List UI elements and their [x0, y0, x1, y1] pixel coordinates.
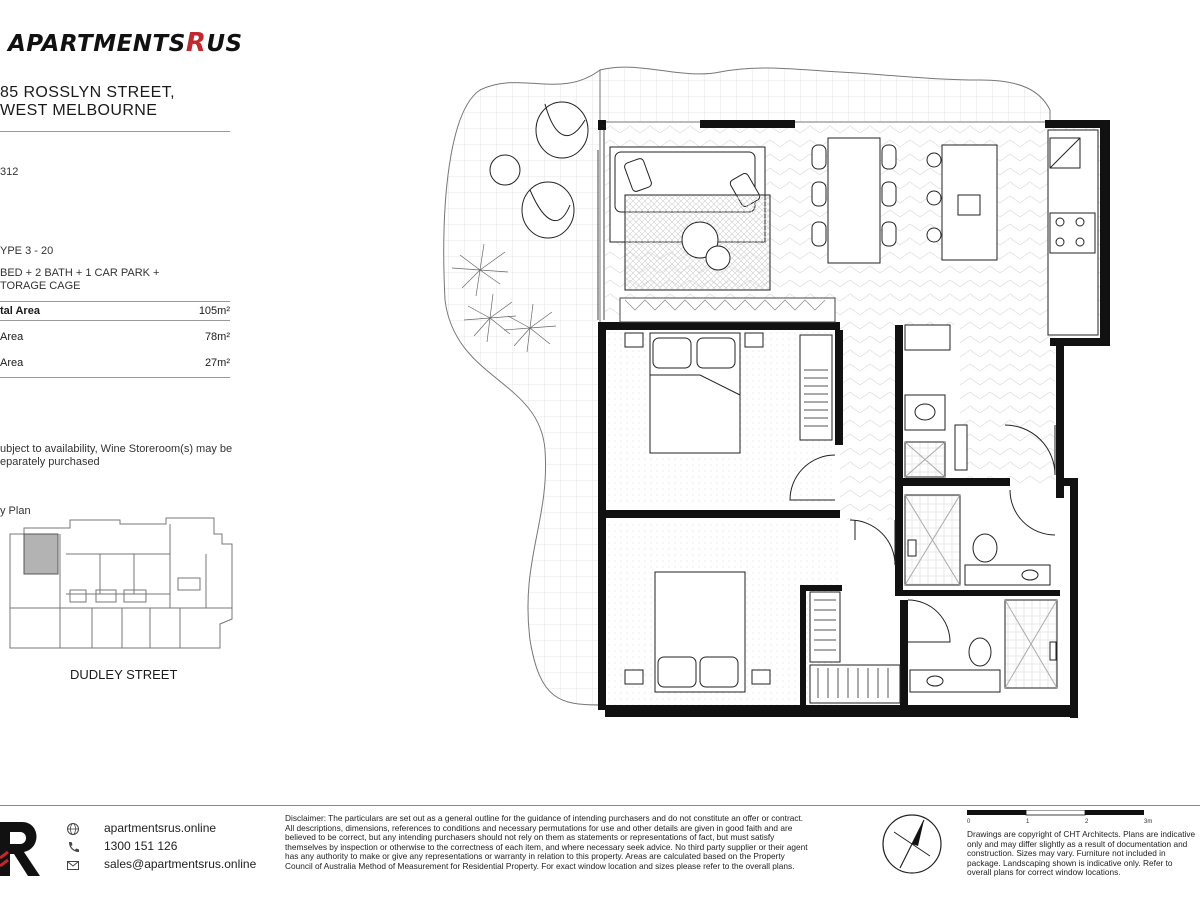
email-link[interactable]: sales@apartmentsrus.online: [104, 857, 257, 871]
unit-type: YPE 3 - 20: [0, 245, 54, 257]
door-bathroom: [908, 600, 950, 642]
disclaimer-text: Disclaimer: The particulars are set out as a general outline for the guidance of intending purchasers and do not constitute an offer or contract. All descriptions, dimensions, references to conditions and necessary permutations for use and other details are given in good faith and are believed to be correct, but any intending purchasers should not rely on them as statements or representations of fact, but must satisfy themselves by inspection or otherwise to the correctness of each item, and where necessary seek advice. No third party supplier or their agent has any authority to make or give any representations or warranty in relation to this property. Areas are calculated based on the Property Council of Australia Method of Measurement for Residential Property. For exact window location and sizes please refer to the overall plans.: [285, 813, 808, 871]
key-plan-highlight: [24, 534, 58, 574]
wardrobe-1: [800, 335, 832, 440]
email-icon: [66, 858, 80, 872]
scale-ticks: 0 1 2 3m: [967, 819, 1153, 825]
availability-note: ubject to availability, Wine Storeroom(s) may be eparately purchased: [0, 443, 233, 468]
unit-configuration: BED + 2 BATH + 1 CAR PARK + TORAGE CAGE: [0, 267, 160, 292]
unit-number: 312: [0, 166, 19, 178]
brand-logo: APARTMENTSRUS: [8, 28, 243, 58]
address-line-1: 85 ROSSLYN STREET,: [0, 84, 175, 101]
ensuite: [905, 495, 1050, 585]
floor-plan: [430, 60, 1120, 730]
divider: [0, 377, 230, 378]
phone-icon: [66, 840, 80, 854]
tv-unit: [620, 298, 835, 322]
street-name: DUDLEY STREET: [70, 667, 178, 682]
door-bed-2: [850, 520, 895, 565]
footer-divider: [0, 805, 1200, 806]
footer-logo-r: [0, 818, 46, 880]
divider: [0, 131, 230, 132]
area-row-internal: Area 78m²: [0, 331, 230, 343]
area-row-external: Area 27m²: [0, 357, 230, 369]
divider: [0, 320, 230, 321]
side-table: [706, 246, 730, 270]
divider: [0, 301, 230, 302]
door-ensuite: [1010, 490, 1055, 535]
dining-table: [812, 138, 896, 263]
area-row-total: tal Area 105m²: [0, 305, 230, 317]
property-address: [0, 84, 175, 120]
key-plan: [0, 514, 240, 664]
globe-icon: [66, 822, 80, 836]
north-arrow-icon: [880, 812, 944, 876]
bathroom: [910, 600, 1057, 692]
laundry: [905, 325, 967, 477]
phone-number[interactable]: 1300 151 126: [104, 839, 178, 853]
address-line-2: WEST MELBOURNE: [0, 102, 158, 119]
terrace: [444, 70, 600, 705]
key-plan-label: y Plan: [0, 505, 31, 517]
website-link[interactable]: apartmentsrus.online: [104, 821, 217, 835]
copyright-notes: Drawings are copyright of CHT Architects. Plans are indicative only and may differ slightly as a result of documentation and construction. Sizes may vary. Furniture not included in package. Landscaping shown is indicative only. Refer to overall plans for correct window locations.: [967, 829, 1196, 878]
wardrobe-2: [810, 592, 900, 703]
